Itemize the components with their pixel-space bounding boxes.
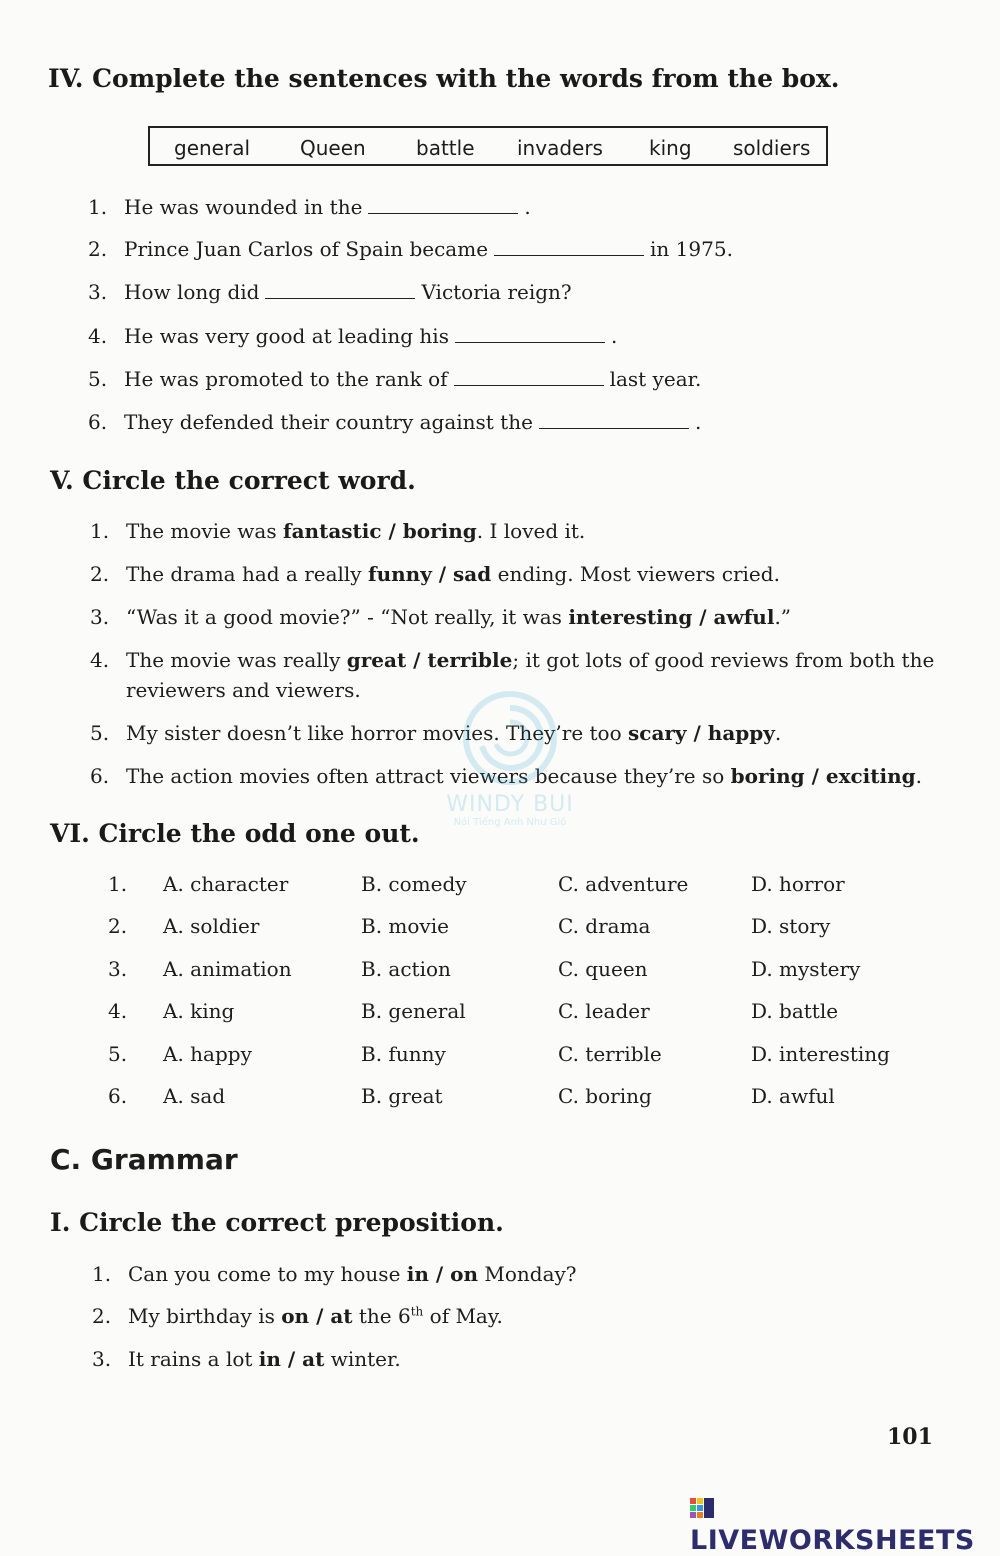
grammar-section-1-heading: I. Circle the correct preposition. (50, 1208, 504, 1237)
word-box (148, 126, 828, 166)
option[interactable]: C. adventure (558, 872, 689, 896)
word-box-item: battle (416, 136, 475, 160)
option[interactable]: C. drama (558, 914, 651, 938)
option[interactable]: B. general (361, 999, 466, 1023)
word-box-item: king (649, 136, 692, 160)
preposition-choice[interactable]: in / at (258, 1347, 325, 1371)
word-box-item: Queen (300, 136, 366, 160)
option[interactable]: B. movie (361, 914, 449, 938)
option[interactable]: A. happy (163, 1042, 252, 1066)
watermark-brand: WINDY BUI (446, 792, 574, 817)
word-choice[interactable]: boring / exciting (730, 764, 916, 788)
word-choice[interactable]: funny / sad (367, 562, 492, 586)
option[interactable]: C. leader (558, 999, 650, 1023)
option[interactable]: A. animation (163, 957, 292, 981)
fill-sentence: 5. He was promoted to the rank of last year. (88, 367, 702, 391)
section-5-heading: V. Circle the correct word. (50, 466, 416, 495)
windy-bui-watermark (425, 688, 595, 848)
word-choice[interactable]: fantastic / boring (282, 519, 477, 543)
option[interactable]: B. funny (361, 1042, 446, 1066)
swirl-logo-icon (460, 688, 560, 788)
option[interactable]: B. action (361, 957, 451, 981)
option[interactable]: B. comedy (361, 872, 467, 896)
fill-sentence: 6. They defended their country against the . (88, 410, 702, 434)
fill-sentence: 2. Prince Juan Carlos of Spain became in 1975. (88, 237, 733, 261)
word-choice[interactable]: interesting / awful (568, 605, 775, 629)
liveworksheets-icon (690, 1498, 716, 1520)
answer-blank[interactable] (265, 280, 415, 299)
option[interactable]: C. terrible (558, 1042, 662, 1066)
word-choice[interactable]: scary / happy (628, 721, 775, 745)
watermark-tagline: Nói Tiếng Anh Như Gió (453, 817, 567, 828)
answer-blank[interactable] (368, 195, 518, 214)
section-4-heading: IV. Complete the sentences with the words from the box. (48, 64, 840, 93)
preposition-sentence: 2. My birthday is on / at the 6th of May. (92, 1304, 503, 1328)
preposition-sentence: 1. Can you come to my house in / on Monday? (92, 1262, 577, 1286)
option[interactable]: A. king (163, 999, 235, 1023)
fill-sentence: 1. He was wounded in the . (88, 195, 531, 219)
preposition-sentence: 3. It rains a lot in / at winter. (92, 1347, 401, 1371)
word-choice[interactable]: great / terrible (346, 648, 513, 672)
option[interactable]: D. battle (751, 999, 839, 1023)
liveworksheets-logo (690, 1494, 1000, 1556)
fill-sentence: 3. How long did Victoria reign? (88, 280, 572, 304)
circle-sentence: 1. The movie was fantastic / boring. I loved it. (90, 519, 586, 543)
answer-blank[interactable] (539, 410, 689, 429)
circle-sentence: 2. The drama had a really funny / sad ending. Most viewers cried. (90, 562, 780, 586)
option[interactable]: D. interesting (751, 1042, 890, 1066)
answer-blank[interactable] (494, 237, 644, 256)
preposition-choice[interactable]: on / at (281, 1304, 353, 1328)
answer-blank[interactable] (454, 367, 604, 386)
option[interactable]: D. story (751, 914, 831, 938)
option[interactable]: A. character (163, 872, 289, 896)
option[interactable]: A. sad (163, 1084, 226, 1108)
option[interactable]: D. horror (751, 872, 845, 896)
word-box-item: general (174, 136, 251, 160)
word-box-item: soldiers (733, 136, 811, 160)
circle-sentence: 3. “Was it a good movie?” - “Not really, it was interesting / awful.” (90, 605, 792, 629)
fill-sentence: 4. He was very good at leading his . (88, 324, 618, 348)
worksheet-page: IV. Complete the sentences with the words from the box. general Queen battle invaders king soldiers 1. He was wounded in the . 2. Prince Juan Carlos of Spain became in 1975. 3. How long did Victoria reign? 4. He was very good at leading his . 5. He was promoted to the rank of last year. 6. They defended their country against the . V. Circle the correct word. 1. The movie was fantastic / boring. I loved it. 2. The drama had a really funny / sad ending. Most viewers cried. 3. “Was it a good movie?” - “Not really, it was interesting / awful.” 4. The movie was really great / terrible; it got lots of good reviews from both the reviewers and viewers. 5. My sister doesn’t like horror movies. They’re too scary / happy. 6. The action movies often attract viewers because they’re so boring / exciting. WINDY BUI Nói Tiếng Anh Như Gió VI. Circle the odd one out. 1. A. character B. comedy C. adventure D. horror 2. A. soldier B. movie C. drama D. story 3. A. animation B. action C. queen D. mystery 4. A. king B. general C. leader D. battle 5. A. happy B. funny C. terrible D. interesting 6. A. sad B. great C. boring D. awful C. Grammar I. Circle the correct preposition. 1. Can you come to my house in / on Monday? 2. My birthday is on / at the 6th of May. 3. It rains a lot in / at winter. 101 LIVEWORKSHEETS (0, 0, 1000, 1536)
circle-sentence: 6. The action movies often attract viewers because they’re so boring / exciting. (90, 764, 922, 788)
option[interactable]: C. queen (558, 957, 648, 981)
word-box-item: invaders (517, 136, 603, 160)
grammar-title: C. Grammar (50, 1143, 238, 1176)
circle-sentence-continued: reviewers and viewers. (126, 678, 361, 702)
preposition-choice[interactable]: in / on (406, 1262, 479, 1286)
option[interactable]: B. great (361, 1084, 443, 1108)
option[interactable]: D. mystery (751, 957, 861, 981)
answer-blank[interactable] (455, 324, 605, 343)
option[interactable]: A. soldier (163, 914, 260, 938)
circle-sentence: 4. The movie was really great / terrible; it got lots of good reviews from both the (90, 648, 935, 672)
footer-brand-text: LIVEWORKSHEETS (690, 1525, 975, 1556)
section-6-heading: VI. Circle the odd one out. (50, 819, 420, 848)
option[interactable]: D. awful (751, 1084, 835, 1108)
circle-sentence: 5. My sister doesn’t like horror movies. They’re too scary / happy. (90, 721, 782, 745)
page-number: 101 (887, 1424, 933, 1450)
option[interactable]: C. boring (558, 1084, 652, 1108)
